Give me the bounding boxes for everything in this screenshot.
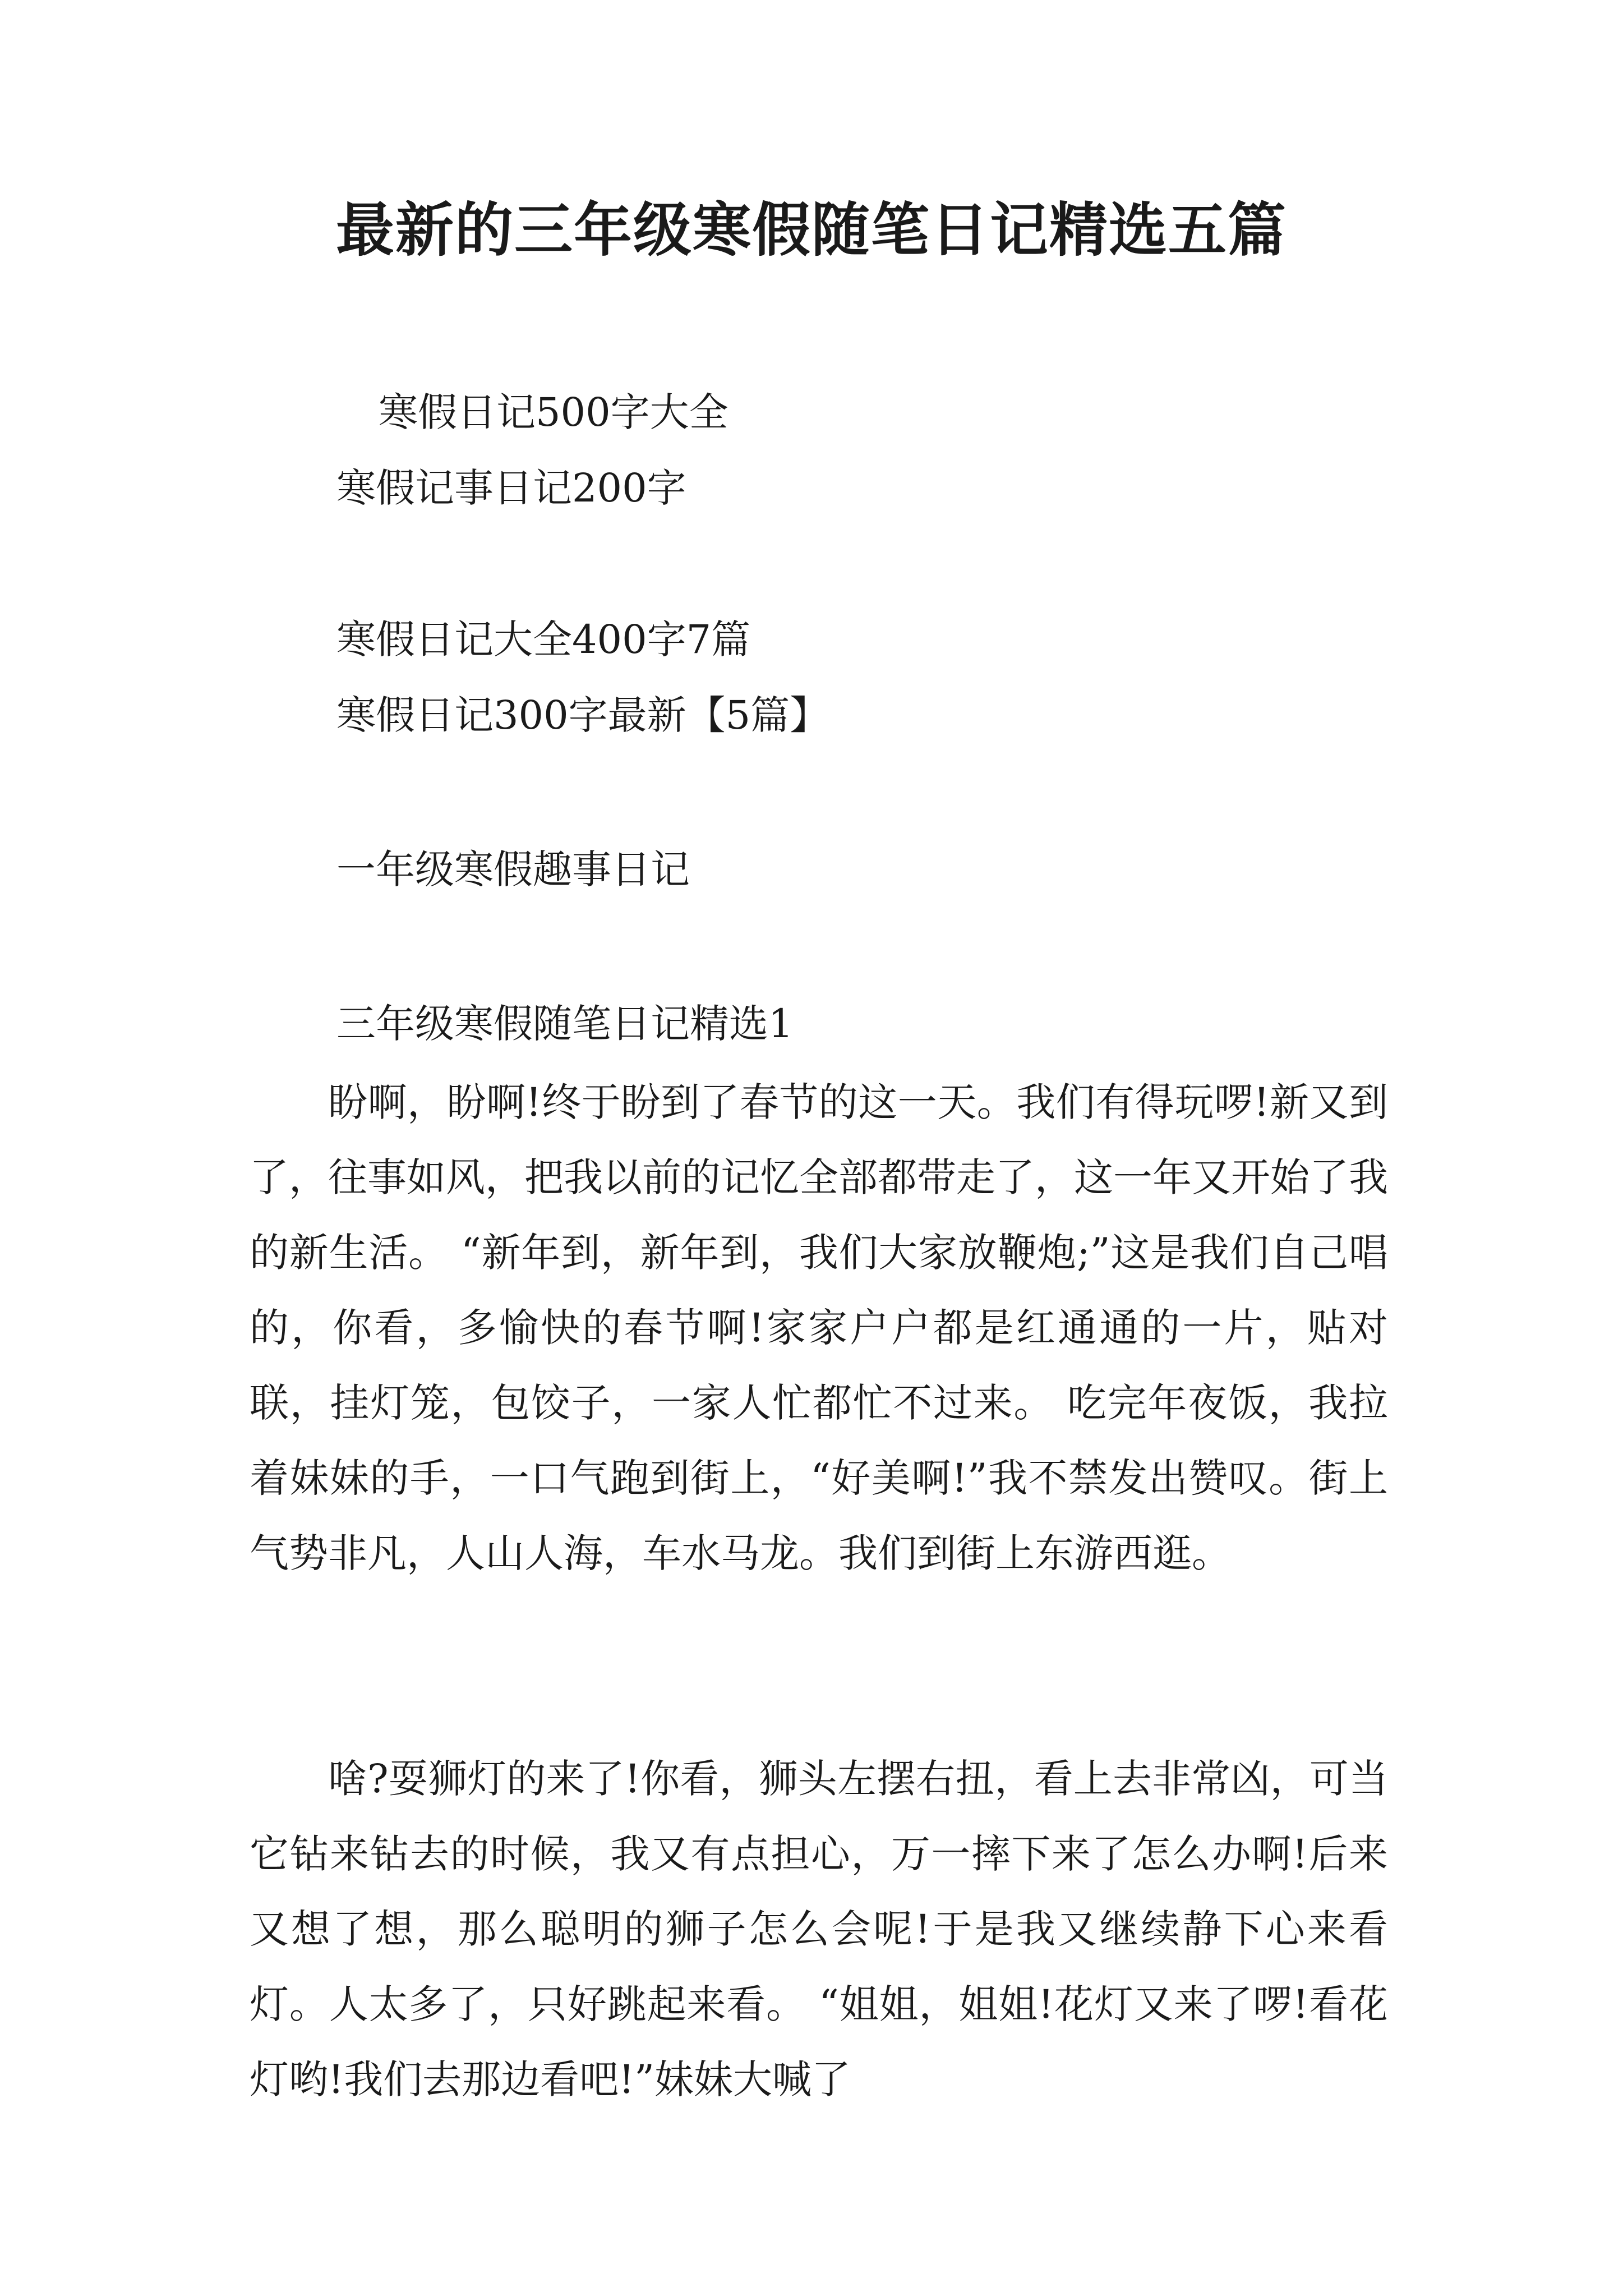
related-link-3[interactable]: 寒假日记大全400字7篇 [336, 616, 751, 662]
related-link-5[interactable]: 一年级寒假趣事日记 [336, 846, 690, 892]
related-link-2[interactable]: 寒假记事日记200字 [336, 465, 686, 511]
related-link-4[interactable]: 寒假日记300字最新【5篇】 [336, 692, 829, 738]
document-title: 最新的三年级寒假随笔日记精选五篇 [335, 195, 1287, 264]
body-paragraph-1: 盼啊，盼啊!终于盼到了春节的这一天。我们有得玩啰!新又到了，往事如风，把我以前的记忆全部都带走了，这一年又开始了我的新生活。 “新年到，新年到，我们大家放鞭炮;”这是我们自己唱的，你看，多愉快的春节啊!家家户户都是红通通的一片，贴对联，挂灯笼，包饺子，一家人忙都忙不过来。 吃完年夜饭，我拉着妹妹的手，一口气跑到街上，“好美啊!”我不禁发出赞叹。街上气势非凡，人山人海，车水马龙。我们到街上东游西逛。 [250, 1079, 1388, 1576]
section-heading: 三年级寒假随笔日记精选1 [336, 1001, 794, 1047]
related-link-1[interactable]: 寒假日记500字大全 [379, 389, 728, 435]
body-paragraph-2: 啥?耍狮灯的来了!你看，狮头左摆右扭，看上去非常凶，可当它钻来钻去的时候，我又有点担心，万一摔下来了怎么办啊!后来又想了想，那么聪明的狮子怎么会呢!于是我又继续静下心来看灯。人太多了，只好跳起来看。 “姐姐，姐姐!花灯又来了啰!看花灯哟!我们去那边看吧!”妹妹大喊了 [250, 1756, 1388, 2102]
